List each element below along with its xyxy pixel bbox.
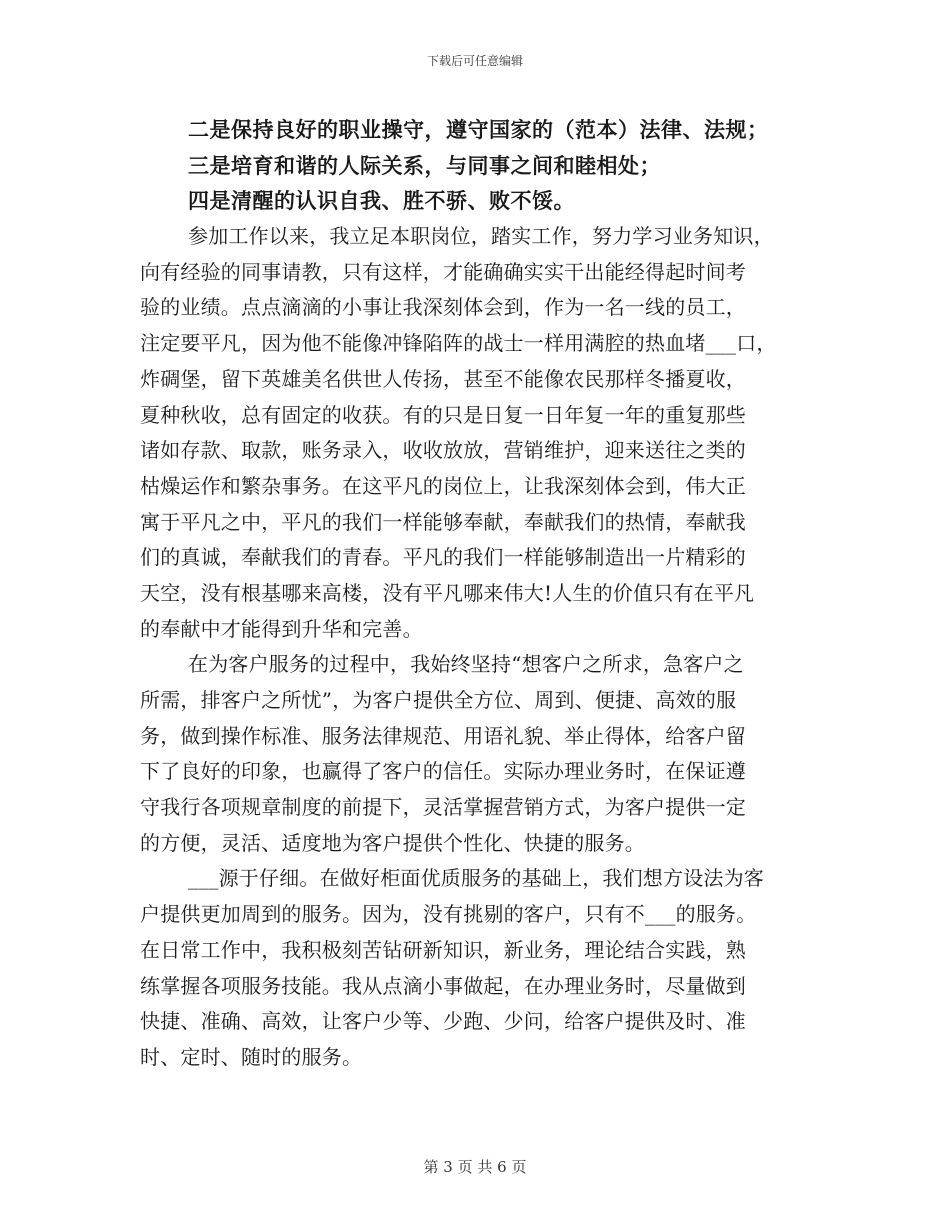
- text-line: 天空，没有根基哪来高楼，没有平凡哪来伟大!人生的价值只有在平凡: [140, 580, 755, 605]
- text-line: 诸如存款、取款，账务录入，收收放放，营销维护，迎来送往之类的: [140, 438, 746, 463]
- text-line: 所需，排客户之所忧”，为客户提供全方位、周到、便捷、高效的服: [140, 688, 737, 712]
- text-line: 的奉献中才能得到升华和完善。: [140, 616, 423, 641]
- text-line: 下了良好的印象，也赢得了客户的信任。实际办理业务时，在保证遵: [140, 759, 746, 784]
- text-line: 夏种秋收，总有固定的收获。有的只是日复一日年复一年的重复那些: [140, 402, 746, 427]
- text-line: 寓于平凡之中，平凡的我们一样能够奉献，奉献我们的热情，奉献我: [140, 509, 746, 534]
- page-footer: 第 3 页 共 6 页: [423, 1158, 527, 1176]
- text-line: 参加工作以来，我立足本职岗位，踏实工作，努力学习业务知识，: [188, 224, 774, 249]
- text-line: 枯燥运作和繁杂事务。在这平凡的岗位上，让我深刻体会到，伟大正: [140, 473, 746, 498]
- text-line: 户提供更加周到的服务。因为，没有挑剔的客户，只有不___的服务。: [140, 902, 757, 927]
- text-line: 在为客户服务的过程中，我始终坚持“想客户之所求，急客户之: [188, 652, 744, 677]
- text-line: 的方便，灵活、适度地为客户提供个性化、快捷的服务。: [140, 830, 645, 855]
- text-line: 守我行各项规章制度的前提下，灵活掌握营销方式，为客户提供一定: [140, 795, 746, 820]
- text-line: 验的业绩。点点滴滴的小事让我深刻体会到，作为一名一线的员工，: [140, 295, 746, 320]
- text-line: 炸碉堡，留下英雄美名供世人传扬，甚至不能像农民那样冬播夏收，: [140, 366, 746, 391]
- text-line: 们的真诚，奉献我们的青春。平凡的我们一样能够制造出一片精彩的: [140, 545, 746, 570]
- text-line: 时、定时、随时的服务。: [140, 1044, 363, 1069]
- text-line: 快捷、准确、高效，让客户少等、少跑、少问，给客户提供及时、准: [140, 1009, 746, 1034]
- text-line: 四是清醒的认识自我、胜不骄、败不馁。: [188, 188, 575, 214]
- text-line: 二是保持良好的职业操守，遵守国家的（范本）法律、法规；: [188, 117, 769, 142]
- text-line: 注定要平凡，因为他不能像冲锋陷阵的战士一样用满腔的热血堵___口，: [140, 331, 777, 356]
- text-line: 向有经验的同事请教，只有这样，才能确确实实干出能经得起时间考: [140, 259, 746, 284]
- text-line: 三是培育和谐的人际关系，与同事之间和睦相处；: [188, 152, 661, 178]
- text-line: 在日常工作中，我积极刻苦钻研新知识，新业务，理论结合实践，熟: [140, 937, 746, 962]
- text-line: ___源于仔细。在做好柜面优质服务的基础上，我们想方设法为客: [188, 866, 764, 891]
- text-line: 练掌握各项服务技能。我从点滴小事做起，在办理业务时，尽量做到: [140, 973, 746, 998]
- text-line: 务，做到操作标准、服务法律规范、用语礼貌、举止得体，给客户留: [140, 723, 746, 748]
- document-body: [140, 112, 820, 1076]
- page-header: 下载后可任意编辑: [426, 54, 523, 68]
